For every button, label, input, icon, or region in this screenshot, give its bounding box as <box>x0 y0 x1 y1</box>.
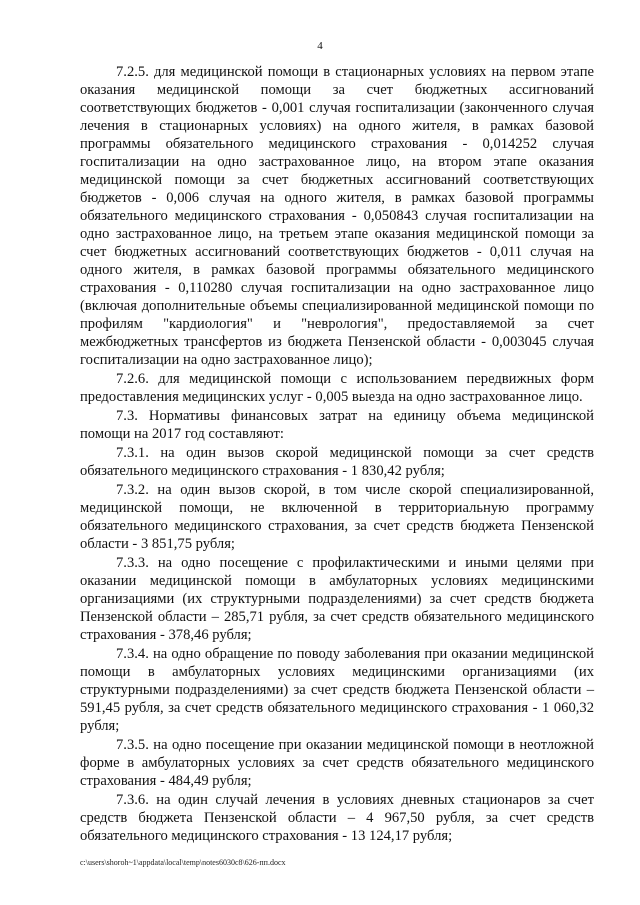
document-body <box>80 63 594 846</box>
paragraph-7-3-4: 7.3.4. на одно обращение по поводу заболевания при оказании медицинской помощи в амбулаторных условиях медицинскими организациями (их структурными подразделениями) за счет средств бюджета Пензенской области – 591,45 рубля, за счет средств обязательного медицинского страхования - 1 060,32 рубля; <box>80 646 594 734</box>
paragraph-7-3-6: 7.3.6. на один случай лечения в условиях дневных стационаров за счет средств бюджета Пензенской области – 4 967,50 рубля, за счет средств обязательного медицинского страхования - 13 124,17 рубля; <box>80 792 594 844</box>
paragraph-7-3: 7.3. Нормативы финансовых затрат на единицу объема медицинской помощи на 2017 год составляют: <box>80 408 594 442</box>
paragraph-7-3-2: 7.3.2. на один вызов скорой, в том числе скорой специализированной, медицинской помощи, не включенной в территориальную программу обязательного медицинского страхования, за счет средств бюджета Пензенской области - 3 851,75 рубля; <box>80 482 594 552</box>
paragraph-7-2-5: 7.2.5. для медицинской помощи в стационарных условиях на первом этапе оказания медицинской помощи за счет бюджетных ассигнований соответствующих бюджетов - 0,001 случая госпитализации (законченного случая лечения в стационарных условиях) на одного жителя, в рамках базовой программы обязательного медицинского страхования - 0,014252 случая госпитализации на одно застрахованное лицо, на втором этапе оказания медицинской помощи за счет бюджетных ассигнований соответствующих бюджетов - 0,006 случая на одного жителя, в рамках базовой программы обязательного медицинского страхования - 0,050843 случая госпитализации на одно застрахованное лицо, на третьем этапе оказания медицинской помощи за счет бюджетных ассигнований соответствующих бюджетов - 0,011 случая на одного жителя, в рамках базовой программы обязательного медицинского страхования - 0,110280 случая госпитализации на одно застрахованное лицо (включая дополнительные объемы специализированной медицинской помощи по профилям "кардиология" и "неврология", предоставляемой за счет межбюджетных трансфертов из бюджета Пензенской области - 0,003045 случая госпитализации на одно застрахованное лицо); <box>80 64 594 368</box>
footer-file-path: c:\users\shoroh~1\appdata\local\temp\notes6030c8\626-пп.docx <box>80 858 286 867</box>
paragraph-7-3-1: 7.3.1. на один вызов скорой медицинской помощи за счет средств обязательного медицинского страхования - 1 830,42 рубля; <box>80 445 594 479</box>
paragraph-7-2-6: 7.2.6. для медицинской помощи с использованием передвижных форм предоставления медицинских услуг - 0,005 выезда на одно застрахованное лицо. <box>80 371 594 405</box>
page-number: 4 <box>317 40 323 52</box>
paragraph-7-3-5: 7.3.5. на одно посещение при оказании медицинской помощи в неотложной форме в амбулаторных условиях за счет средств обязательного медицинского страхования - 484,49 рубля; <box>80 737 594 789</box>
paragraph-7-3-3: 7.3.3. на одно посещение с профилактическими и иными целями при оказании медицинской помощи в амбулаторных условиях медицинскими организациями (их структурными подразделениями) за счет средств бюджета Пензенской области – 285,71 рубля, за счет средств обязательного медицинского страхования - 378,46 рубля; <box>80 555 594 643</box>
